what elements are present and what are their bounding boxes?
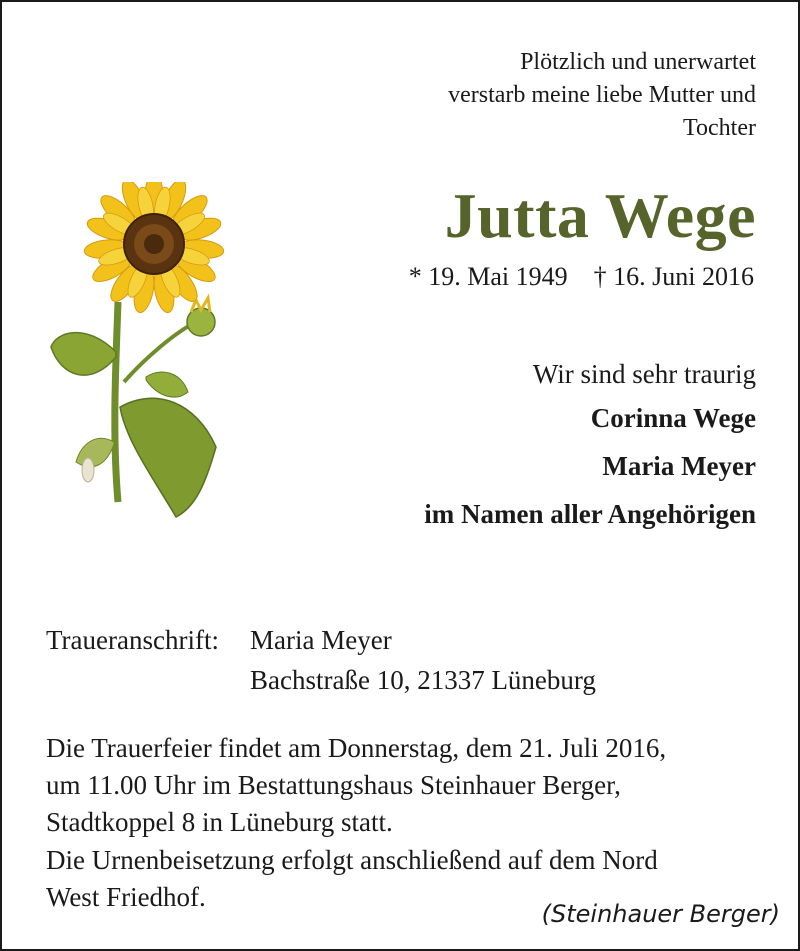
ceremony-line-3: Stadtkoppel 8 in Lüneburg statt. (46, 807, 393, 837)
urn-line-1: Die Urnenbeisetzung erfolgt anschließend auf dem Nord (46, 845, 658, 875)
ceremony-line-1: Die Trauerfeier findet am Donnerstag, dem 21. Juli 2016, (46, 733, 667, 763)
address-street: Bachstraße 10, 21337 Lüneburg (250, 665, 596, 695)
funeral-home-signature: (Steinhauer Berger) (541, 900, 780, 928)
mourner-1: Corinna Wege (590, 403, 756, 433)
deceased-name: Jutta Wege (444, 180, 756, 251)
urn-line-2: West Friedhof. (46, 882, 206, 912)
mourner-2: Maria Meyer (602, 451, 756, 481)
intro-line-1: Plötzlich und unerwartet (520, 49, 756, 75)
address-name: Maria Meyer (250, 625, 392, 655)
mourners-lead: Wir sind sehr traurig (532, 359, 756, 389)
life-dates (409, 262, 754, 292)
death-date: † 16. Juni 2016 (593, 262, 754, 291)
birth-date: * 19. Mai 1949 (408, 262, 568, 291)
mourning-address (46, 620, 596, 700)
intro-line-3: Tochter (683, 115, 756, 141)
ceremony-line-2: um 11.00 Uhr im Bestattungshaus Steinhauer Berger, (46, 770, 621, 800)
ceremony-info (46, 730, 776, 841)
mourners-block (256, 354, 756, 538)
intro-text (336, 46, 756, 145)
sunflower-image (46, 182, 226, 522)
address-label: Traueranschrift: (46, 625, 219, 655)
intro-line-2: verstarb meine liebe Mutter und (448, 82, 756, 108)
mourner-3: im Namen aller Angehörigen (424, 499, 756, 529)
